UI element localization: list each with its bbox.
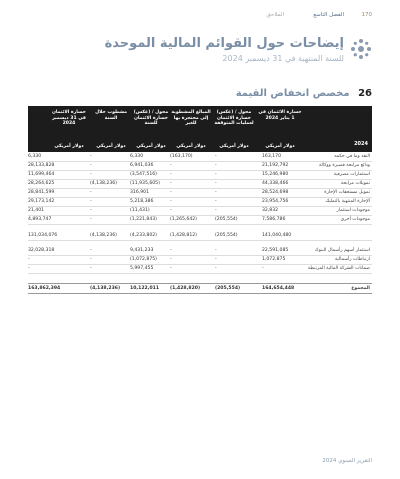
cell-value: 32,832 [262, 208, 279, 213]
cell-value: (205,554) [215, 217, 238, 222]
cell-value: (205,554) [215, 233, 238, 238]
cell-value: - [215, 154, 217, 159]
row-label: ارتباطات رأسمالية [334, 257, 370, 262]
section-number: 26 [358, 88, 372, 99]
cell-value: - [90, 217, 92, 222]
row-label: ودائع مرابحة قصيرة ووكالة [318, 163, 370, 168]
row-label: ضمانات الشركة المالية المرتبطة [307, 266, 370, 271]
year-label: 2024 [354, 141, 368, 147]
cell-value: 10,122,011 [130, 286, 160, 291]
cell-value: - [215, 248, 217, 253]
cell-value: - [90, 266, 92, 271]
row-label: استثمارات مصرفية [333, 172, 370, 177]
cell-value: - [170, 190, 172, 195]
page-header [28, 12, 372, 26]
column-header-charge-for-year: محول / (عكس) خسارة الائتمان للسنة دولار أمريكي [133, 110, 169, 150]
cell-value: - [90, 248, 92, 253]
cell-value: - [215, 172, 217, 177]
column-header-written-off: مشطوب خلال السنة دولار أمريكي [95, 110, 127, 150]
cell-value: - [90, 190, 92, 195]
cell-value: 28,841,599 [28, 190, 55, 195]
cell-value: 15,246,980 [262, 172, 289, 177]
cell-value: 29,173,142 [28, 199, 55, 204]
cell-value: - [90, 163, 92, 168]
table-row [28, 264, 372, 274]
page-number: 170 [361, 12, 372, 18]
cell-value: - [170, 248, 172, 253]
cell-value: (163,170) [170, 154, 193, 159]
cell-value: 28,133,828 [28, 163, 55, 168]
cell-value: 28,524,698 [262, 190, 289, 195]
cell-value: 6,330 [130, 154, 144, 159]
cell-value: - [215, 257, 217, 262]
footer-report-label: التقرير السنوي 2024 [322, 458, 372, 464]
cell-value: 4,893,747 [28, 217, 52, 222]
column-header-writeoff-third-party: المبالغ المشطوبة إلى محتجزة بها للغير دولار أمريكي [171, 110, 211, 150]
row-label: النقد وما في حكمه [334, 154, 370, 159]
cell-value: (1,221,843) [130, 217, 157, 222]
cell-value: - [215, 266, 217, 271]
cell-value: - [28, 266, 30, 271]
appendix-label[interactable]: الملاحق [266, 12, 284, 18]
page-subtitle: للسنة المنتهية في 31 ديسمبر 2024 [222, 54, 344, 63]
cell-value: (1,265,642) [170, 217, 197, 222]
row-label: موجودات أخرى [340, 217, 370, 222]
row-label: تمويلات مرابحة [340, 181, 370, 186]
cell-value: - [215, 163, 217, 168]
cell-value: 316,901 [130, 190, 149, 195]
cell-value: 9,431,233 [130, 248, 154, 253]
cell-value: 23,954,756 [262, 199, 289, 204]
cell-value: 5,997,455 [130, 266, 154, 271]
cell-value: (11,431) [130, 208, 150, 213]
cell-value: 163,862,394 [28, 286, 61, 291]
cell-value: - [170, 163, 172, 168]
cell-value: - [90, 199, 92, 204]
cell-value: 21,401 [28, 208, 45, 213]
table-row [28, 215, 372, 225]
row-label: تمويل مستحقات الإجارة [324, 190, 370, 195]
section-title: مخصص انخفاض القيمة [235, 88, 350, 99]
row-label: المجموع [351, 286, 370, 291]
cell-value: (4,233,802) [130, 233, 157, 238]
cell-value: 5,218,386 [130, 199, 154, 204]
cell-value: 11,699,464 [28, 172, 55, 177]
cell-value: - [215, 208, 217, 213]
cell-value: - [170, 266, 172, 271]
row-label: استثمار أسهم رأسمال البنوك [314, 248, 370, 253]
cell-value: - [90, 172, 92, 177]
cell-value: (3,547,516) [130, 172, 157, 177]
cell-value: 163,170 [262, 154, 281, 159]
bank-logo-icon [350, 38, 372, 60]
cell-value: - [170, 181, 172, 186]
cell-value: (1,428,812) [170, 233, 197, 238]
cell-value: - [262, 266, 264, 271]
cell-value: - [90, 154, 92, 159]
cell-value: (1,072,875) [130, 257, 157, 262]
table-row [28, 231, 372, 241]
chapter-label[interactable]: الفصل التاسع [313, 12, 344, 18]
cell-value: (4,138,236) [90, 233, 117, 238]
total-row [28, 283, 372, 294]
cell-value: (1,428,820) [170, 286, 201, 291]
cell-value: 7,586,786 [262, 217, 286, 222]
cell-value: - [170, 172, 172, 177]
cell-value: 6,330 [28, 154, 42, 159]
cell-value: 28,264,625 [28, 181, 55, 186]
cell-value: (4,138,236) [90, 286, 121, 291]
column-header-closing: خسارة الائتمان في 31 ديسمبر 2024 دولار أمريكي [52, 110, 86, 150]
cell-value: (205,554) [215, 286, 241, 291]
section-heading [236, 88, 372, 99]
cell-value: - [170, 257, 172, 262]
cell-value: 141,040,480 [262, 233, 292, 238]
cell-value: - [170, 199, 172, 204]
cell-value: - [90, 257, 92, 262]
cell-value: - [90, 208, 92, 213]
row-label: موجودات استثمار [336, 208, 370, 213]
cell-value: 22,591,085 [262, 248, 289, 253]
cell-value: (4,138,236) [90, 181, 117, 186]
cell-value: 32,028,318 [28, 248, 55, 253]
column-header-opening: خسارة الائتمان في 1 يناير 2024 دولار أمريكي [258, 110, 302, 150]
cell-value: 1,072,875 [262, 257, 286, 262]
row-label: الإجارة المنتهية بالتمليك [325, 199, 370, 204]
cell-value: - [215, 199, 217, 204]
cell-value: - [170, 208, 172, 213]
cell-value: 131,034,076 [28, 233, 58, 238]
column-header-discontinued: محول / (عكس) خسارة الائتمان لعمليات المتوقفة دولار أمريكي [214, 110, 254, 150]
cell-value: - [28, 257, 30, 262]
cell-value: 21,192,792 [262, 163, 289, 168]
cell-value: (11,935,605) [130, 181, 160, 186]
cell-value: - [215, 181, 217, 186]
cell-value: - [215, 190, 217, 195]
cell-value: 164,654,448 [262, 286, 295, 291]
page-title: إيضاحات حول القوائم المالية الموحدة [104, 36, 344, 51]
cell-value: 44,338,466 [262, 181, 289, 186]
cell-value: 6,941,036 [130, 163, 154, 168]
